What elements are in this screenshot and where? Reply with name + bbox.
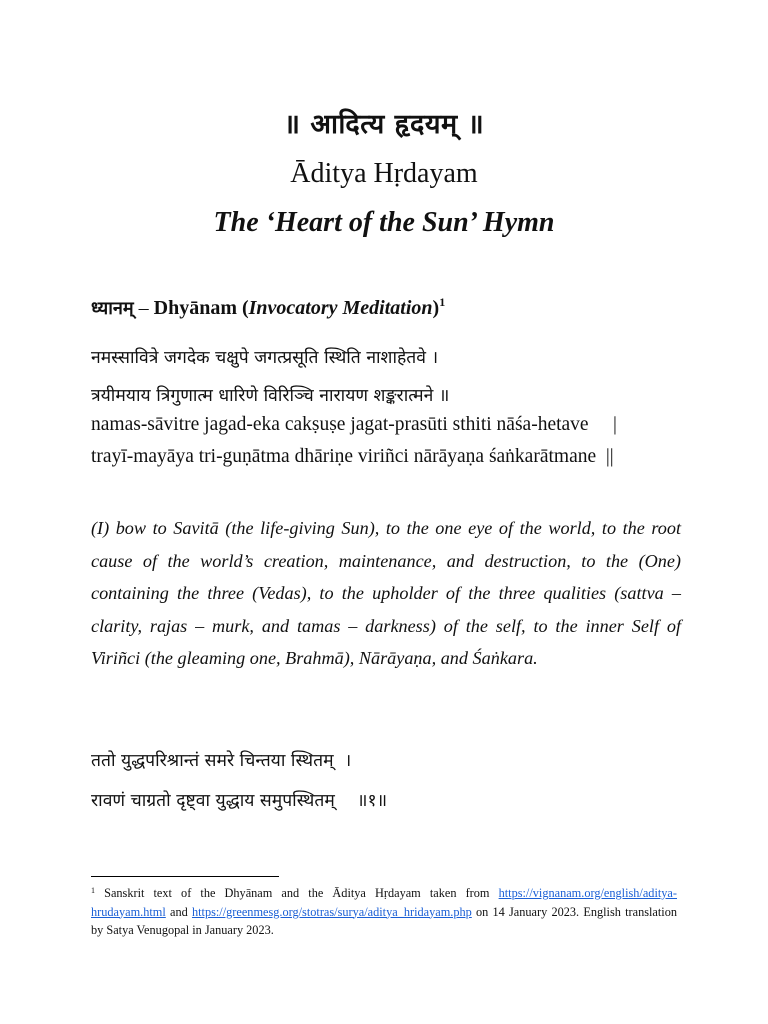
dhyanam-heading [91, 295, 445, 320]
footnote-separator [91, 876, 279, 877]
footnote-text-1: Sanskrit text of the Dhyānam and the Āditya Hṛdayam taken from [95, 886, 499, 900]
verse1-line-2: रावणं चाग्रतो दृष्ट्वा युद्धाय समुपस्थितम् ॥१॥ [91, 791, 388, 811]
heading-roman: Dhyānam ( [153, 297, 249, 319]
dhyanam-sanskrit-line-2: त्रयीमयाय त्रिगुणात्म धारिणे विरिञ्चि नारायण शङ्करात्मने ॥ [91, 386, 450, 406]
dhyanam-iast-line-2: trayī-mayāya tri-guṇātma dhāriṇe viriñci nārāyaṇa śaṅkarātmane || [91, 446, 614, 467]
footnote-text-3: on 14 January 2023. English translation by Satya Venugopal in January 2023. [91, 904, 678, 937]
dhyanam-translation: (I) bow to Savitā (the life-giving Sun), to the one eye of the world, to the root cause of the world’s creation, maintenance, and destruction, to the (One) containing the three (Vedas), to the upholder of the three qualities (sattva – clarity, rajas – murk, and tamas – darkness) of the self, to the inner Self of Viriñci (the gleaming one, Brahmā), Nārāyaṇa, and Śaṅkara. [91, 518, 681, 669]
verse1-line-1: ततो युद्धपरिश्रान्तं समरे चिन्तया स्थितम् । [91, 751, 352, 771]
heading-dash: – [133, 297, 154, 319]
title-transliteration: Āditya Hṛdayam [290, 158, 478, 189]
title-sanskrit: ॥ आदित्य हृदयम् ॥ [283, 109, 485, 140]
footnote-text-2: and [165, 904, 192, 919]
title-english: The ‘Heart of the Sun’ Hymn [213, 207, 555, 238]
footnote [91, 882, 677, 940]
footnote-link-greenmesg[interactable]: https://greenmesg.org/stotras/surya/aditya_hridayam.php [191, 904, 472, 919]
footnote-number: 1 [91, 886, 95, 895]
heading-sanskrit: ध्यानम् [91, 298, 134, 319]
footnote-link-vignanam[interactable]: https://vignanam.org/english/aditya-hrudayam.html [91, 886, 677, 919]
dhyanam-iast-line-1: namas-sāvitre jagad-eka cakṣuṣe jagat-prasūti sthiti nāśa-hetave | [91, 414, 617, 435]
heading-close: ) [432, 297, 440, 319]
footnote-ref: 1 [439, 295, 446, 309]
heading-italic: Invocatory Meditation [248, 297, 433, 319]
dhyanam-sanskrit-line-1: नमस्सावित्रे जगदेक चक्षुपे जगत्प्रसूति स्थिति नाशाहेतवे । [91, 348, 439, 368]
